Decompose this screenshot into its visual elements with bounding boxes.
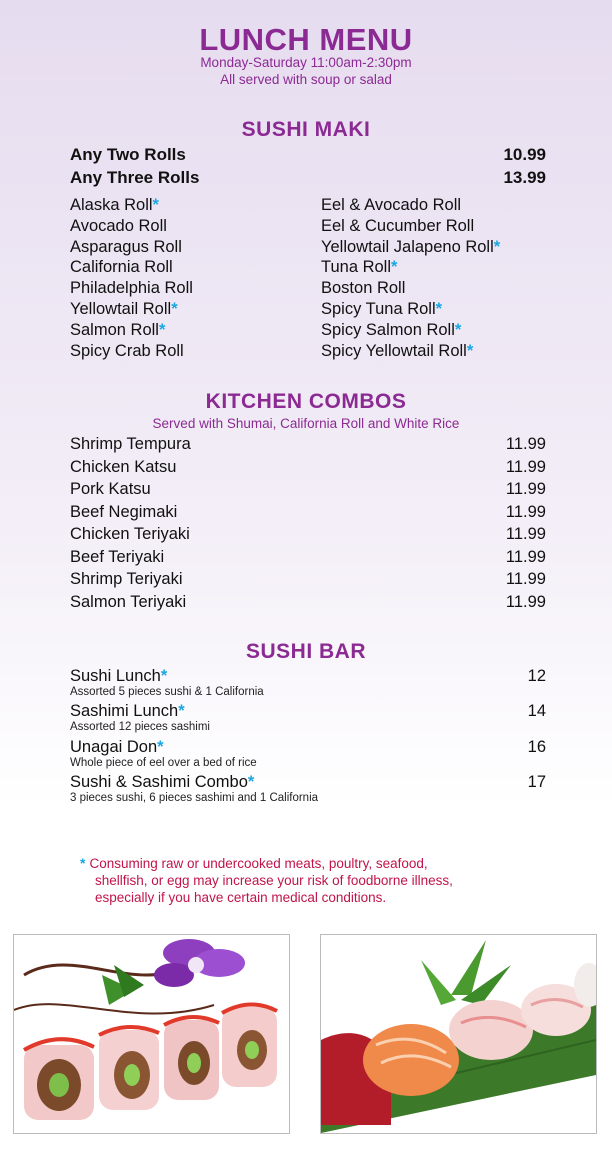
combo-row — [70, 456, 546, 479]
raw-star-icon: * — [160, 667, 168, 685]
combo-price: 11.99 — [505, 457, 546, 476]
raw-star-icon: * — [171, 299, 178, 318]
deal-label: Any Three Rolls — [70, 168, 200, 187]
notice-line: * Consuming raw or undercooked meats, poultry, seafood, — [80, 855, 428, 871]
combo-name: Chicken Katsu — [70, 457, 177, 476]
sushi-bar-item — [70, 702, 546, 737]
combo-price: 11.99 — [505, 525, 546, 543]
deal-price: 10.99 — [503, 145, 546, 164]
combo-price: 11.99 — [505, 547, 546, 566]
roll-item: Spicy Salmon Roll* — [321, 320, 462, 339]
notice-line: especially if you have certain medical conditions. — [95, 890, 387, 905]
roll-item: Eel & Avocado Roll — [321, 196, 462, 214]
roll-item: Spicy Crab Roll — [70, 341, 184, 360]
item-description: Whole piece of eel over a bed of rice — [70, 756, 257, 769]
combo-name: Salmon Teriyaki — [70, 592, 187, 611]
combo-row — [70, 568, 546, 591]
combo-price: 11.99 — [505, 592, 546, 611]
item-description: 3 pieces sushi, 6 pieces sashimi and 1 California — [70, 791, 319, 804]
combo-name: Shrimp Tempura — [70, 435, 191, 453]
item-price: 17 — [527, 772, 546, 791]
roll-item: Spicy Tuna Roll* — [321, 299, 443, 318]
combo-row — [70, 591, 546, 614]
sushi-bar-item — [70, 738, 546, 773]
item-name: Unagai Don — [70, 737, 158, 756]
raw-star-icon: * — [157, 737, 164, 756]
combo-price: 11.99 — [505, 570, 546, 588]
combo-name: Beef Negimaki — [70, 502, 178, 521]
item-price: 16 — [527, 737, 546, 756]
combo-name: Chicken Teriyaki — [70, 525, 190, 543]
roll-item: Spicy Yellowtail Roll* — [321, 341, 474, 360]
combo-row — [70, 546, 546, 569]
combo-name: Beef Teriyaki — [70, 547, 165, 566]
item-name: Sushi & Sashimi Combo — [70, 772, 248, 791]
combo-price: 11.99 — [505, 480, 546, 498]
roll-item: Eel & Cucumber Roll — [321, 216, 475, 235]
roll-item: California Roll — [70, 258, 173, 277]
item-price: 12 — [527, 667, 546, 685]
combo-row — [70, 523, 546, 546]
combo-price: 11.99 — [505, 435, 546, 453]
item-price: 14 — [527, 702, 546, 721]
item-name: Sushi Lunch — [70, 667, 161, 685]
raw-star-icon: * — [158, 320, 166, 339]
sushi-bar-list — [70, 667, 546, 808]
kitchen-combos-heading: KITCHEN COMBOS — [205, 390, 407, 413]
roll-item: Asparagus Roll — [70, 237, 182, 256]
roll-item: Yellowtail Roll* — [70, 299, 178, 318]
combo-name: Shrimp Teriyaki — [70, 570, 183, 588]
combo-name: Pork Katsu — [70, 480, 151, 498]
raw-star-icon: * — [178, 702, 185, 721]
menu-title: LUNCH MENU — [199, 22, 413, 57]
item-name: Sashimi Lunch — [70, 702, 179, 721]
combo-row — [70, 433, 546, 456]
roll-item: Avocado Roll — [70, 216, 167, 235]
roll-item: Philadelphia Roll — [70, 279, 193, 298]
combo-row — [70, 478, 546, 501]
notice-line: shellfish, or egg may increase your risk of foodborne illness, — [95, 873, 453, 888]
raw-star-icon: * — [466, 341, 474, 360]
roll-list-right — [321, 195, 500, 361]
raw-star-icon: * — [152, 196, 159, 214]
deal-row — [70, 145, 546, 165]
lunch-hours: Monday-Saturday 11:00am-2:30pm — [200, 55, 412, 70]
sushi-maki-heading: SUSHI MAKI — [241, 118, 371, 141]
roll-item: Boston Roll — [321, 279, 406, 298]
sushi-bar-item — [70, 773, 546, 808]
raw-star-icon: * — [247, 772, 255, 791]
sushi-bar-heading: SUSHI BAR — [245, 640, 366, 663]
soup-salad-note: All served with soup or salad — [220, 72, 392, 87]
combo-list — [70, 433, 546, 613]
deal-row — [70, 168, 546, 188]
kitchen-combos-subheading: Served with Shumai, California Roll and White Rice — [152, 416, 460, 431]
roll-list-left — [70, 195, 193, 361]
sushi-bar-item — [70, 667, 546, 702]
roll-item: Tuna Roll* — [321, 258, 398, 277]
combo-row — [70, 501, 546, 524]
roll-item: Yellowtail Jalapeno Roll* — [321, 237, 501, 256]
combo-price: 11.99 — [505, 502, 546, 521]
raw-star-icon: * — [493, 237, 501, 256]
raw-star-icon: * — [454, 320, 462, 339]
sushi-rolls-photo — [13, 934, 290, 1134]
item-description: Assorted 12 pieces sashimi — [70, 721, 210, 734]
nigiri-photo — [320, 934, 597, 1134]
raw-star-icon: * — [391, 258, 398, 277]
item-description: Assorted 5 pieces sushi & 1 California — [70, 686, 264, 698]
asterisk-icon: * — [80, 855, 86, 871]
deal-price: 13.99 — [503, 168, 546, 187]
raw-food-notice — [80, 855, 550, 906]
roll-item: Salmon Roll* — [70, 320, 166, 339]
raw-star-icon: * — [435, 299, 443, 318]
roll-item: Alaska Roll* — [70, 196, 159, 214]
deal-label: Any Two Rolls — [70, 145, 186, 164]
